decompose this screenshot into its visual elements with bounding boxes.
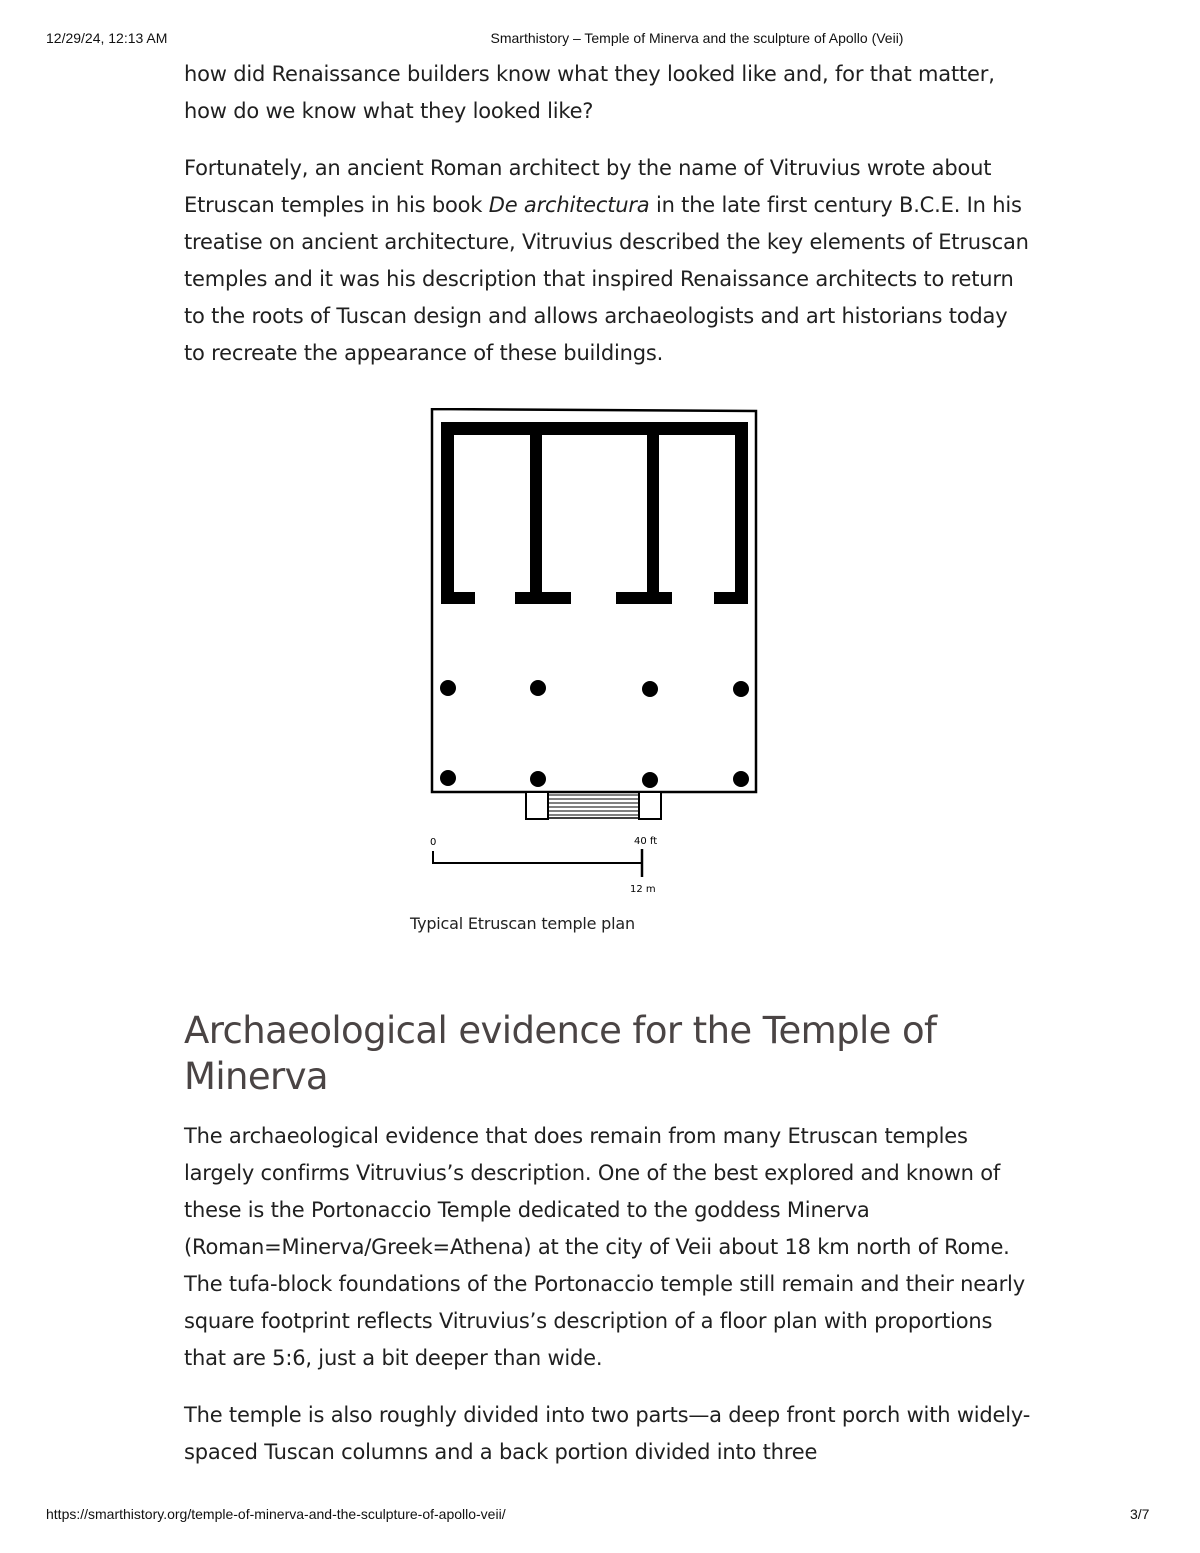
column [642, 772, 658, 788]
cella-back-wall [441, 422, 748, 435]
paragraph-evidence: The archaeological evidence that does remain from many Etruscan temples largely confirms Vitruvius’s description. One of the best explored and known of these is the Portonaccio Temple dedicated to the goddess Minerva (Roman=Minerva/Greek=Athena) at the city of Veii about 18 km north of Rome. The tufa-block foundations of the Portonaccio temple still remain and their nearly square footprint reflects Vitruvius’s description of a floor plan with proportions that are 5:6, just a bit deeper than wide. [184, 1124, 1025, 1370]
cella-divider-left-base [515, 592, 571, 604]
column [733, 771, 749, 787]
paragraph-temple-parts: The temple is also roughly divided into two parts—a deep front porch with widely-spaced Tuscan columns and a back portion divided into three [184, 1403, 1031, 1464]
temple-plan-figure [184, 408, 1034, 968]
book-title: De architectura [488, 193, 650, 217]
column [530, 680, 546, 696]
front-steps [526, 792, 661, 819]
scale-feet-label: 40 ft [634, 836, 658, 847]
print-page-number: 3/7 [1130, 1506, 1150, 1522]
article-content [184, 56, 1034, 1471]
print-url: https://smarthistory.org/temple-of-minerva-and-the-sculpture-of-apollo-veii/ [46, 1506, 506, 1522]
cella-right-anta [714, 592, 748, 604]
cella-divider-right-base [616, 592, 672, 604]
scale-meter-label: 12 m [630, 884, 656, 895]
cella-divider-right [647, 422, 659, 604]
cella-right-wall [735, 422, 748, 604]
scale-bar [430, 836, 657, 895]
vitruvius-text-before: Fortunately, an ancient Roman architect by the name of Vitruvius wrote about Etruscan temples in his book [184, 156, 992, 217]
temple-plan-diagram [424, 408, 764, 908]
column [733, 681, 749, 697]
print-page-title: Smarthistory – Temple of Minerva and the sculpture of Apollo (Veii) [490, 30, 904, 46]
column [440, 680, 456, 696]
section-heading: Archaeological evidence for the Temple of Minerva [184, 1009, 937, 1098]
paragraph-intro: how did Renaissance builders know what they looked like and, for that matter, how do we know what they looked like? [184, 62, 995, 123]
paragraph-vitruvius [184, 150, 1034, 372]
scale-zero-label: 0 [430, 837, 437, 848]
print-header [0, 30, 1200, 50]
column [440, 770, 456, 786]
figure-caption: Typical Etruscan temple plan [410, 914, 635, 933]
cella-divider-left [530, 422, 542, 602]
column [642, 681, 658, 697]
temple-outline [432, 409, 756, 792]
print-footer [0, 1506, 1200, 1526]
vitruvius-text-after: in the late first century B.C.E. In his treatise on ancient architecture, Vitruvius described the key elements of Etruscan temples and it was his description that inspired Renaissance architects to return to the roots of Tuscan design and allows archaeologists and art historians today to recreate the appearance of these buildings. [184, 193, 1029, 365]
column [530, 771, 546, 787]
cella-left-wall [441, 422, 454, 604]
cella-left-anta [441, 592, 475, 604]
print-datetime: 12/29/24, 12:13 AM [46, 30, 168, 46]
